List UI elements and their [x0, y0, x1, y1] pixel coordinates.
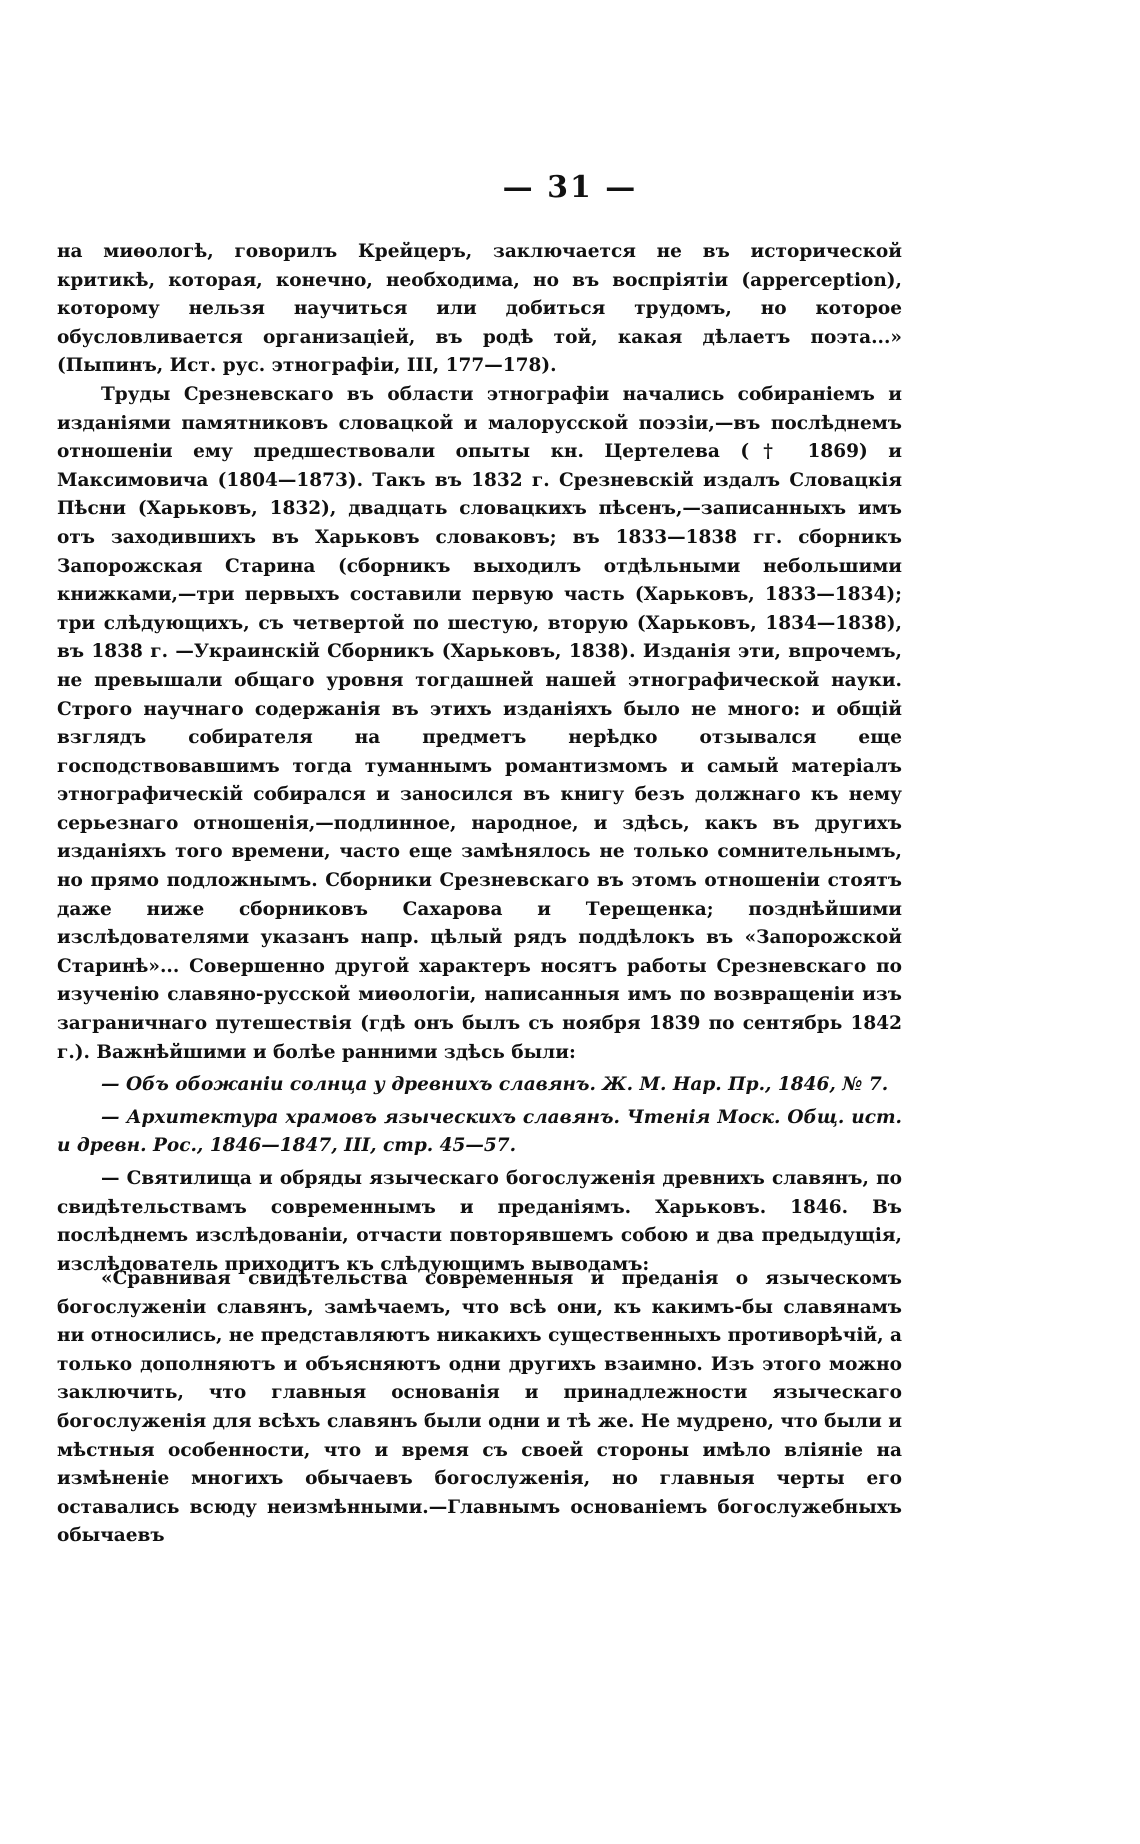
paragraph-quotation: «Сравнивая свидѣтельства современныя и преданія о языческомъ богослуженіи славянъ, замѣчаемъ, что всѣ они, къ какимъ-бы славянамъ ни относились, не представляютъ никакихъ существенныхъ противорѣчій, а только дополняютъ и объясняютъ одни другихъ взаимно. Изъ этого можно заключить, что главныя основанія и принадлежности языческаго богослуженія для всѣхъ славянъ были одни и тѣ же. Не мудрено, что были и мѣстныя особенности, что и время съ своей стороны имѣло вліяніе на измѣненіе многихъ обычаевъ богослуженія, но главныя черты его оставались всюду неизмѣнными.—Главнымъ основаніемъ богослужебныхъ обычаевъ: [57, 1268, 902, 1547]
citation-sun-worship: — Объ обожаніи солнца у древнихъ славянъ. Ж. М. Нар. Пр., 1846, № 7.: [101, 1074, 889, 1096]
quote-text-block: [57, 1265, 902, 1551]
page-number: — 31 —: [502, 170, 638, 205]
paragraph-sreznevsky-works: Труды Срезневскаго въ области этнографіи начались собираніемъ и изданіями памятниковъ словацкой и малорусской поэзіи,—въ послѣднемъ отношеніи ему предшествовали опыты кн. Цертелева († 1869) и Максимовича (1804—1873). Такъ въ 1832 г. Срезневскій издалъ Словацкія Пѣсни (Харьковъ, 1832), двадцать словацкихъ пѣсенъ,—записанныхъ имъ отъ заходившихъ въ Харьковъ словаковъ; въ 1833—1838 гг. сборникъ Запорожская Старина (сборникъ выходилъ отдѣльными небольшими книжками,—три первыхъ составили первую часть (Харьковъ, 1833—1834); три слѣдующихъ, съ четвертой по шестую, вторую (Харьковъ, 1834—1838), въ 1838 г. —Украинскій Сборникъ (Харьковъ, 1838). Изданія эти, впрочемъ, не превышали общаго уровня тогдашней нашей этнографической науки. Строго научнаго содержанія въ этихъ изданіяхъ было не много: и общій взглядъ собирателя на предметъ нерѣдко отзывался еще господствовавшимъ тогда туманнымъ романтизмомъ и самый матеріалъ этнографическій собирался и заносился въ книгу безъ должнаго къ нему серьезнаго отношенія,—подлинное, народное, и здѣсь, какъ въ другихъ изданіяхъ того времени, часто еще замѣнялось не только сомнительнымъ, но прямо подложнымъ. Сборники Срезневскаго въ этомъ отношеніи стоятъ даже ниже сборниковъ Сахарова и Терещенка; позднѣйшими изслѣдователями указанъ напр. цѣлый рядъ поддѣлокъ въ «Запорожской Старинѣ»... Совершенно другой характеръ носятъ работы Срезневскаго по изученію славяно-русской миѳологіи, написанныя имъ по возвращеніи изъ заграничнаго путешествія (гдѣ онъ былъ съ ноября 1839 по сентябрь 1842 г.). Важнѣйшими и болѣе ранними здѣсь были:: [57, 383, 902, 1063]
paragraph-continuation: на миѳологѣ, говорилъ Крейцеръ, заключается не въ исторической критикѣ, которая, конечно, необходима, но въ воспріятіи (apperception), которому нельзя научиться или добиться трудомъ, но которое обусловливается организаціей, въ родѣ той, какая дѣлаетъ поэта...» (Пыпинъ, Ист. рус. этнографіи, III, 177—178).: [57, 241, 902, 377]
citation-temple-architecture: — Архитектура храмовъ языческихъ славянъ. Чтенія Моск. Общ. ист. и древн. Рос., 1846—1847, III, стр. 45—57.: [57, 1106, 902, 1157]
citation-sanctuaries-rites: — Святилища и обряды языческаго богослуженія древнихъ славянъ, по свидѣтельствамъ современнымъ и преданіямъ. Харьковъ. 1846. Въ послѣднемъ изслѣдованіи, отчасти повторявшемъ собою и два предыдущія, изслѣдователь приходитъ къ слѣдующимъ выводамъ:: [57, 1168, 902, 1275]
main-text-block: [57, 238, 902, 1279]
